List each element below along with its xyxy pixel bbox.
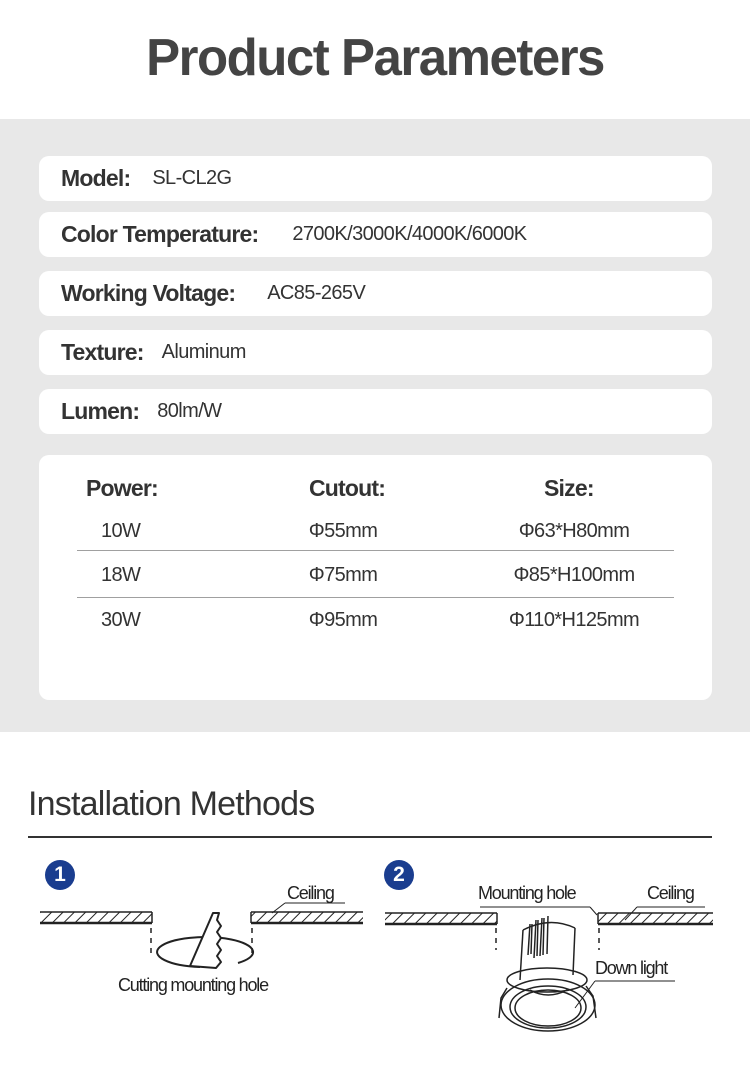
param-label: Model: bbox=[61, 165, 131, 191]
cell-power: 30W bbox=[101, 609, 141, 631]
cell-size: Φ85*H100mm bbox=[513, 564, 635, 586]
param-working-voltage bbox=[39, 271, 712, 316]
saw-icon bbox=[190, 913, 221, 968]
cell-size: Φ63*H80mm bbox=[518, 520, 630, 542]
step-1-badge: 1 bbox=[45, 860, 75, 890]
param-lumen bbox=[39, 389, 712, 434]
cell-size: Φ110*H125mm bbox=[508, 609, 640, 631]
param-value: AC85-265V bbox=[267, 282, 366, 304]
param-value: 2700K/3000K/4000K/6000K bbox=[292, 223, 527, 245]
step-2-badge: 2 bbox=[384, 860, 414, 890]
column-header-cutout: Cutout: bbox=[309, 475, 386, 501]
ceiling-left-icon bbox=[385, 913, 497, 923]
page-title: Product Parameters bbox=[146, 29, 604, 87]
downlight-install-diagram bbox=[375, 850, 750, 1060]
cell-cutout: Φ75mm bbox=[308, 564, 378, 586]
param-model bbox=[39, 156, 712, 201]
param-texture bbox=[39, 330, 712, 375]
installation-title: Installation Methods bbox=[28, 785, 315, 823]
row-divider bbox=[77, 550, 674, 551]
cell-power: 10W bbox=[101, 520, 141, 542]
cell-power: 18W bbox=[101, 564, 141, 586]
cutting-hole-caption: Cutting mounting hole bbox=[118, 975, 268, 995]
param-color-temperature bbox=[39, 212, 712, 257]
param-label: Working Voltage: bbox=[61, 280, 236, 306]
param-label: Lumen: bbox=[61, 398, 140, 424]
cell-cutout: Φ55mm bbox=[308, 520, 378, 542]
ceiling-label: Ceiling bbox=[647, 883, 694, 903]
cell-cutout: Φ95mm bbox=[308, 609, 378, 631]
ceiling-label: Ceiling bbox=[287, 883, 334, 903]
param-value: SL-CL2G bbox=[152, 167, 232, 189]
downlight-icon bbox=[499, 916, 596, 1031]
param-label: Color Temperature: bbox=[61, 221, 259, 247]
param-label: Texture: bbox=[61, 339, 144, 365]
param-value: 80lm/W bbox=[157, 400, 222, 422]
param-value: Aluminum bbox=[161, 341, 246, 363]
ceiling-right-icon bbox=[598, 913, 713, 923]
mounting-hole-label: Mounting hole bbox=[478, 883, 576, 903]
section-divider bbox=[28, 836, 712, 838]
ceiling-left-icon bbox=[40, 912, 152, 922]
spec-table bbox=[39, 455, 712, 700]
row-divider bbox=[77, 597, 674, 598]
ceiling-right-icon bbox=[251, 912, 363, 922]
column-header-size: Size: bbox=[544, 475, 594, 501]
downlight-label: Down light bbox=[595, 958, 668, 978]
column-header-power: Power: bbox=[86, 475, 158, 501]
